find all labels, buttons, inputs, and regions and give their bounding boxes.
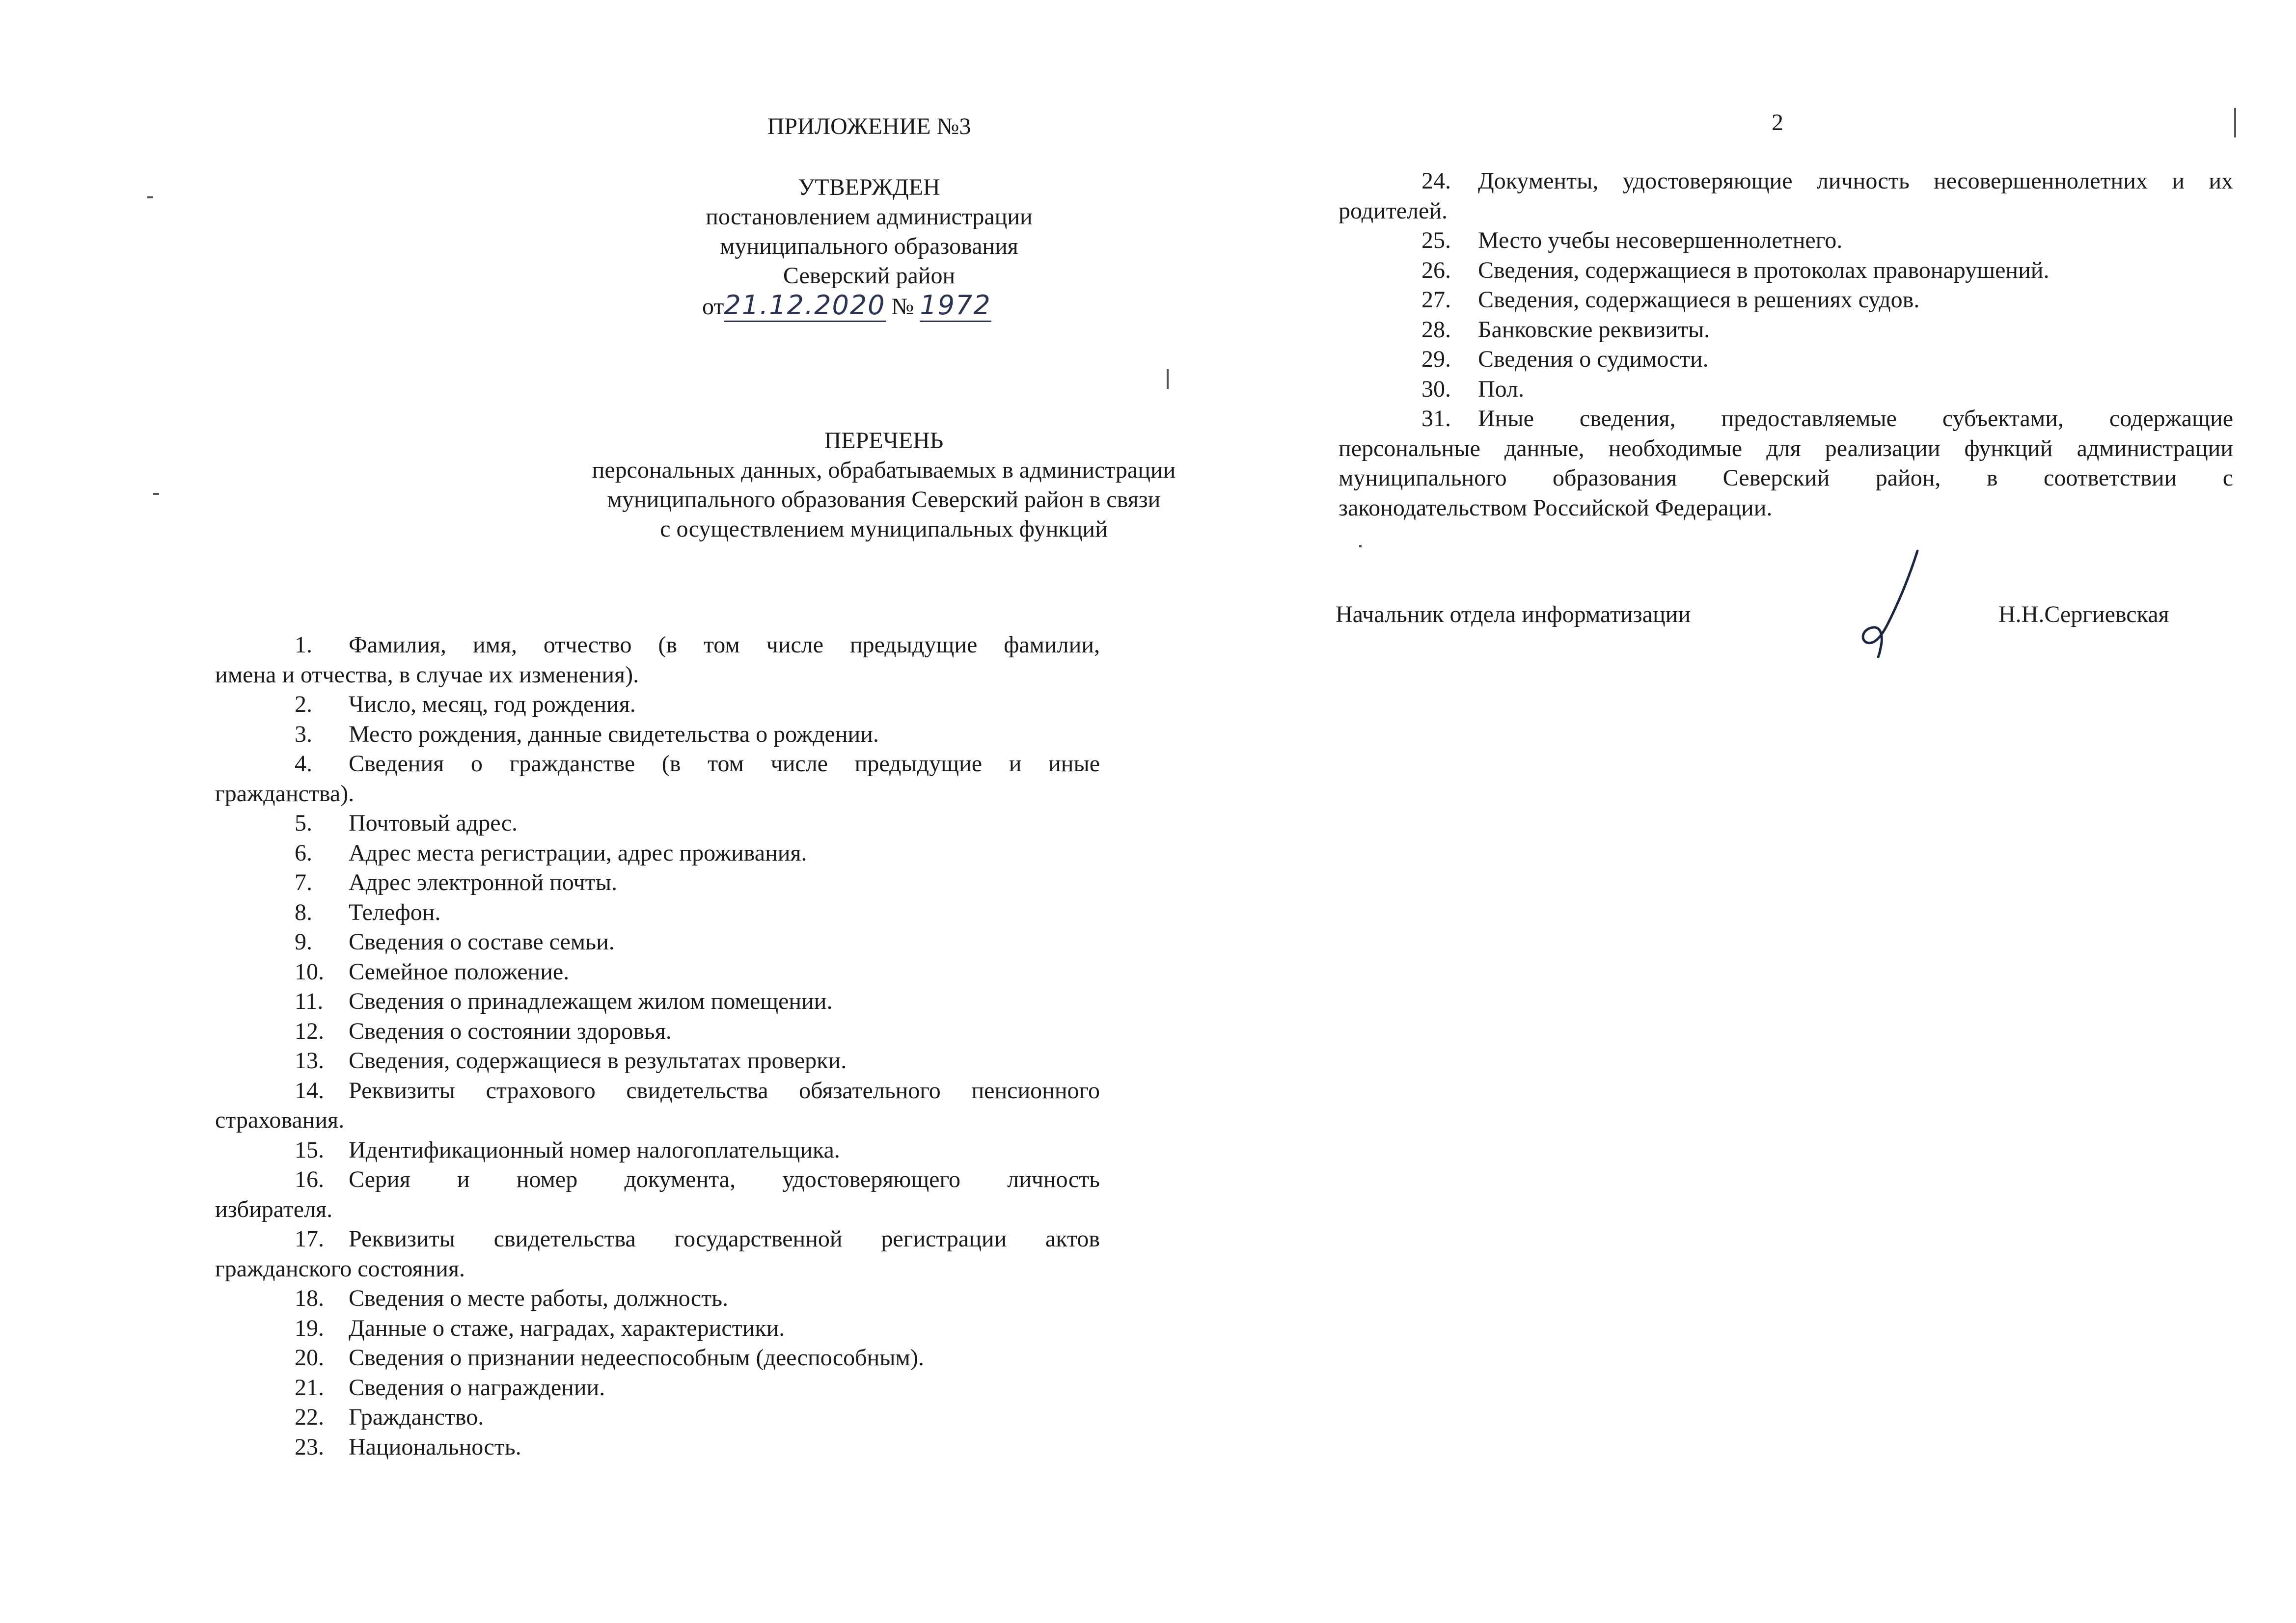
list-item (295, 1224, 1100, 1254)
list-item-continuation: гражданского состояния. (215, 1255, 465, 1282)
list-item-text: Серия и номер документа, удостоверяющего личность (349, 1166, 1100, 1192)
list-item-number: 15. (295, 1136, 324, 1163)
list-item-text: Сведения, содержащиеся в решениях судов. (1478, 287, 1920, 313)
list-subtitle-line: с осуществлением муниципальных функций (660, 516, 1108, 542)
list-item-text: Адрес места регистрации, адрес проживания. (349, 839, 807, 866)
list-item (295, 1136, 1100, 1165)
list-item-text: Сведения, содержащиеся в протоколах правонарушений. (1478, 257, 2050, 283)
list-item-number: 22. (295, 1404, 324, 1430)
list-subtitle-line: муниципального образования Северский район в связи (607, 487, 1161, 513)
approved-label: УТВЕРЖДЕН (798, 174, 940, 200)
list-item (295, 1314, 1100, 1343)
list-item-number: 5. (295, 810, 312, 836)
list-item-number: 3. (295, 721, 312, 747)
list-item (1421, 256, 2233, 285)
list-item-number: 21. (295, 1374, 324, 1401)
list-item (295, 868, 1100, 897)
list-item-text: Телефон. (349, 899, 441, 925)
list-item-text: Документы, удостоверяющие личность несовершеннолетних и их (1478, 168, 2233, 194)
list-item-number: 2. (295, 691, 312, 717)
list-item-text: Сведения о принадлежащем жилом помещении. (349, 988, 833, 1014)
list-item-text: Почтовый адрес. (349, 810, 518, 836)
list-item-text: Сведения, содержащиеся в результатах проверки. (349, 1048, 847, 1074)
list-item-number: 11. (295, 988, 324, 1014)
list-item (1421, 345, 2233, 374)
list-item-number: 14. (295, 1077, 324, 1104)
list-item-number: 23. (295, 1434, 324, 1460)
list-item-continuation: избирателя. (215, 1196, 333, 1222)
list-item-continuation: персональные данные, необходимые для реализации функций администрации (1339, 435, 2233, 461)
scan-speck (1359, 545, 1362, 547)
list-item-text: Сведения о гражданстве (в том числе предыдущие и иные (349, 751, 1100, 777)
list-item (295, 690, 1100, 719)
list-item-text: Сведения о состоянии здоровья. (349, 1018, 672, 1044)
list-item (295, 809, 1100, 838)
signer-position: Начальник отдела информатизации (1336, 601, 1691, 627)
list-item-number: 25. (1421, 227, 1451, 253)
list-item-continuation: гражданства). (215, 780, 355, 807)
list-item (295, 898, 1100, 927)
list-item (295, 1403, 1100, 1432)
date-number-line (702, 291, 1095, 322)
list-item-number: 29. (1421, 346, 1451, 372)
list-item (295, 957, 1100, 987)
list-item-number: 13. (295, 1048, 324, 1074)
handwritten-number: 1972 (920, 290, 991, 322)
scan-speck (153, 493, 159, 495)
list-item-number: 31. (1421, 406, 1451, 432)
list-item-number: 17. (295, 1226, 324, 1252)
list-item-continuation: родителей. (1339, 197, 1448, 224)
list-item-text: Иные сведения, предоставляемые субъектами, содержащие (1478, 406, 2233, 432)
list-item-number: 30. (1421, 376, 1451, 402)
list-item (1421, 285, 2233, 315)
page-number: 2 (1772, 109, 1783, 135)
list-item (295, 1284, 1100, 1313)
appendix-label: ПРИЛОЖЕНИЕ №3 (767, 113, 971, 139)
list-item-text: Сведения о награждении. (349, 1374, 605, 1401)
list-item (295, 1433, 1100, 1462)
list-item-number: 18. (295, 1285, 324, 1311)
date-prefix: от (702, 294, 724, 320)
list-item-number: 1. (295, 632, 312, 658)
list-item-continuation: законодательством Российской Федерации. (1339, 494, 1773, 521)
scan-speck (2234, 108, 2236, 137)
list-item-text: Реквизиты страхового свидетельства обязательного пенсионного (349, 1077, 1100, 1104)
list-item (295, 927, 1100, 957)
list-item (295, 1017, 1100, 1046)
list-title: ПЕРЕЧЕНЬ (824, 428, 944, 454)
list-item-text: Адрес электронной почты. (349, 869, 618, 895)
list-item (295, 1046, 1100, 1076)
list-item-text: Сведения о составе семьи. (349, 929, 615, 955)
list-item-continuation: имена и отчества, в случае их изменения). (215, 661, 639, 688)
scan-speck (147, 196, 153, 198)
list-item-number: 26. (1421, 257, 1451, 283)
list-item-text: Семейное положение. (349, 958, 570, 985)
list-item-text: Сведения о судимости. (1478, 346, 1709, 372)
list-item-number: 10. (295, 958, 324, 985)
signer-name: Н.Н.Сергиевская (1998, 601, 2169, 627)
list-item-number: 6. (295, 839, 312, 866)
handwritten-date: 21.12.2020 (724, 290, 885, 322)
list-item (295, 630, 1100, 660)
list-item-number: 4. (295, 751, 312, 777)
list-item-text: Банковские реквизиты. (1478, 316, 1710, 343)
list-item (1421, 404, 2233, 433)
list-item (295, 839, 1100, 868)
list-item-number: 8. (295, 899, 312, 925)
list-item-continuation: муниципального образования Северский район, в соответствии с (1339, 465, 2233, 491)
scan-speck (1167, 369, 1169, 389)
list-item-number: 9. (295, 929, 312, 955)
list-item-number: 7. (295, 869, 312, 895)
list-item (295, 1373, 1100, 1403)
list-item-number: 12. (295, 1018, 324, 1044)
list-item-text: Место рождения, данные свидетельства о рождении. (349, 721, 879, 747)
list-item-continuation: страхования. (215, 1107, 345, 1133)
approved-by-line: Северский район (783, 263, 956, 289)
list-item-number: 27. (1421, 287, 1451, 313)
approved-by-line: постановлением администрации (706, 204, 1033, 230)
list-item-text: Место учебы несовершеннолетнего. (1478, 227, 1843, 253)
list-item (295, 1165, 1100, 1194)
list-item-text: Данные о стаже, наградах, характеристики. (349, 1315, 785, 1341)
list-item-text: Сведения о признании недееспособным (дееспособным). (349, 1345, 924, 1371)
signature-mark (1851, 545, 1930, 658)
list-item-text: Национальность. (349, 1434, 521, 1460)
list-item (1421, 315, 2233, 345)
list-item-text: Идентификационный номер налогоплательщика. (349, 1136, 840, 1163)
list-item-text: Пол. (1478, 376, 1524, 402)
list-item-text: Реквизиты свидетельства государственной регистрации актов (349, 1226, 1100, 1252)
list-item-number: 20. (295, 1345, 324, 1371)
list-item (1421, 166, 2233, 196)
list-item-text: Сведения о месте работы, должность. (349, 1285, 728, 1311)
list-subtitle-line: персональных данных, обрабатываемых в администрации (592, 457, 1176, 483)
list-item (295, 720, 1100, 749)
list-item (295, 1343, 1100, 1373)
list-item (295, 1076, 1100, 1106)
list-item (1421, 375, 2233, 404)
number-prefix: № (891, 294, 914, 320)
approved-by-line: муниципального образования (720, 233, 1018, 259)
list-item-text: Гражданство. (349, 1404, 484, 1430)
list-item-number: 19. (295, 1315, 324, 1341)
list-item-number: 28. (1421, 316, 1451, 343)
list-item-text: Число, месяц, год рождения. (349, 691, 636, 717)
list-item (295, 749, 1100, 779)
list-item (1421, 226, 2233, 255)
list-item (295, 987, 1100, 1016)
list-item-number: 24. (1421, 168, 1451, 194)
list-item-number: 16. (295, 1166, 324, 1192)
list-item-text: Фамилия, имя, отчество (в том числе предыдущие фамилии, (349, 632, 1100, 658)
